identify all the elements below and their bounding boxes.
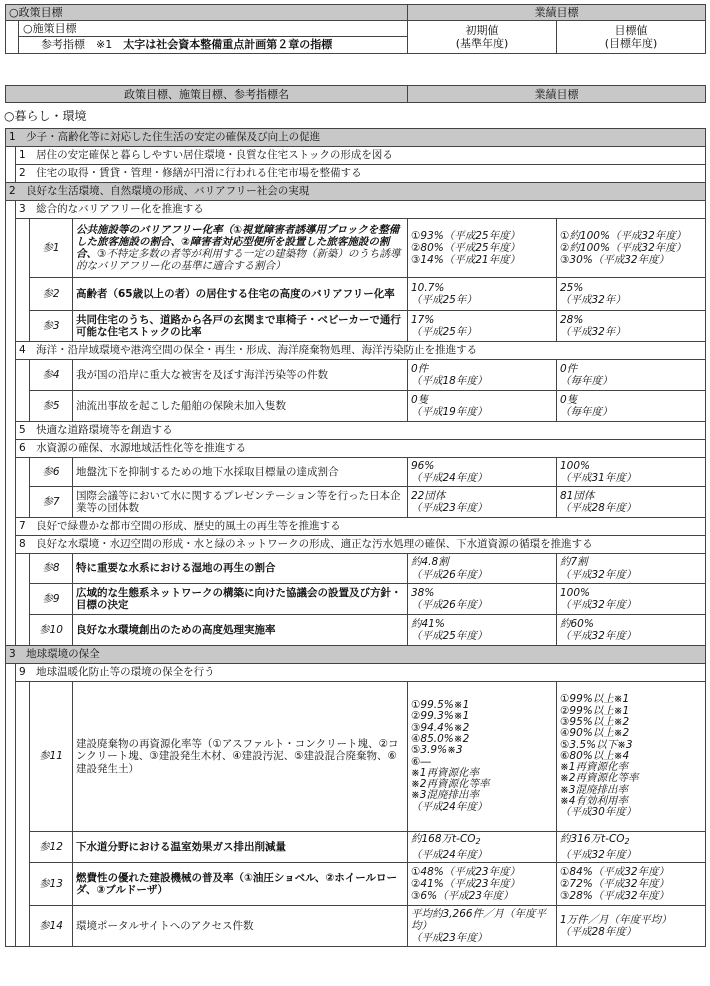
- initial-value: 96% （平成24年度）: [408, 458, 557, 487]
- measure-row: 7 良好で緑豊かな都市空間の形成、歴史的風土の再生等を推進する: [16, 518, 706, 536]
- ref-name: 良好な水環境創出のための高度処理実施率: [73, 615, 408, 646]
- table-row: [6, 615, 706, 646]
- measure-row: 1 居住の安定確保と暮らしやすい居住環境・良質な住宅ストックの形成を図る: [16, 147, 706, 165]
- initial-value: 0隻 （平成19年度）: [408, 391, 557, 422]
- ref-name: 油流出事故を起こした船舶の保険未加入隻数: [73, 391, 408, 422]
- ref-name: 環境ポータルサイトへのアクセス件数: [73, 906, 408, 947]
- table-row: [6, 487, 706, 518]
- measure-row: 4 海洋・沿岸域環境や港湾空間の保全・再生・形成、海洋廃棄物処理、海洋汚染防止を推進する: [16, 342, 706, 360]
- target-value: 約60% （平成32年度）: [557, 615, 706, 646]
- ref-name: 広域的な生態系ネットワークの構築に向けた協議会の設置及び方針・目標の決定: [73, 584, 408, 615]
- initial-value: 38% （平成26年度）: [408, 584, 557, 615]
- legend-table: [5, 4, 706, 54]
- ref-name: 我が国の沿岸に重大な被害を及ぼす海洋汚染等の件数: [73, 360, 408, 391]
- measure-row: 8 良好な水環境・水辺空間の形成・水と緑のネットワークの形成、適正な汚水処理の確保、下水道資源の循環を推進する: [16, 536, 706, 554]
- policy-row: 2 良好な生活環境、自然環境の形成、バリアフリー社会の実現: [6, 183, 706, 201]
- ref-number: 参3: [30, 311, 73, 342]
- ref-number: 参5: [30, 391, 73, 422]
- ref-number: 参6: [30, 458, 73, 487]
- ref-name: 高齢者（65歳以上の者）の居住する住宅の高度のバリアフリー化率: [73, 278, 408, 311]
- target-value: 0隻 （毎年度）: [557, 391, 706, 422]
- table-row: [6, 360, 706, 391]
- initial-value: 約41% （平成25年度）: [408, 615, 557, 646]
- table-row: [6, 458, 706, 487]
- target-value: 約316万$t-CO_2$ （平成32年度）: [557, 832, 706, 863]
- ref-number: 参2: [30, 278, 73, 311]
- table-row: [6, 278, 706, 311]
- column-header: [5, 85, 706, 103]
- table-row: [6, 863, 706, 906]
- target-value: 0件 （毎年度）: [557, 360, 706, 391]
- policy-row: 1 少子・高齢化等に対応した住生活の安定の確保及び向上の促進: [6, 129, 706, 147]
- table-row: [6, 682, 706, 832]
- legend-performance-goal: 業績目標: [408, 5, 706, 21]
- legend-target-value: 目標値 (目標年度): [557, 21, 706, 54]
- ref-name: 国際会議等において水に関するプレゼンテーション等を行った日本企業等の団体数: [73, 487, 408, 518]
- initial-value: 約4.8割 （平成26年度）: [408, 554, 557, 584]
- ref-name: 燃費性の優れた建設機械の普及率（①油圧ショベル、②ホイールローダ、③ブルドーザ）: [73, 863, 408, 906]
- target-value: 28% （平成32年）: [557, 311, 706, 342]
- legend-reference-indicator: 参考指標 ※1 太字は社会資本整備重点計画第２章の指標: [18, 37, 407, 53]
- initial-value: 約168万$t-CO_2$ （平成24年度）: [408, 832, 557, 863]
- initial-value: ①99.5%※1 ②99.3%※1 ③94.4%※2 ④85.0%※2 ⑤3.9%※3 ⑥― ※1再資源化率 ※2再資源化等率 ※3混廃排出率 （平成24年度）: [408, 682, 557, 832]
- target-value: ①約100%（平成32年度） ②約100%（平成32年度） ③30%（平成32年度）: [557, 219, 706, 278]
- target-value: 25% （平成32年）: [557, 278, 706, 311]
- table-row: [6, 584, 706, 615]
- ref-name: 特に重要な水系における湿地の再生の割合: [73, 554, 408, 584]
- policy-row: 3 地球環境の保全: [6, 646, 706, 664]
- ref-number: 参9: [30, 584, 73, 615]
- measure-row: 5 快適な道路環境等を創造する: [16, 422, 706, 440]
- target-value: ①99%以上※1 ②99%以上※1 ③95%以上※2 ④90%以上※2 ⑤3.5%以下※3 ⑥80%以上※4 ※1再資源化率 ※2再資源化等率 ※3混廃排出率 ※4有効利用率 （平成30年度）: [557, 682, 706, 832]
- measure-row: 9 地球温暖化防止等の環境の保全を行う: [16, 664, 706, 682]
- ref-number: 参12: [30, 832, 73, 863]
- initial-value: 0件 （平成18年度）: [408, 360, 557, 391]
- measure-row: 3 総合的なバリアフリー化を推進する: [16, 201, 706, 219]
- section-title: ○暮らし・環境: [4, 109, 87, 123]
- target-value: 100% （平成32年度）: [557, 584, 706, 615]
- ref-name: 下水道分野における温室効果ガス排出削減量: [73, 832, 408, 863]
- measure-row: 6 水資源の確保、水源地域活性化等を推進する: [16, 440, 706, 458]
- table-row: [6, 554, 706, 584]
- legend-measure-goal: ○施策目標: [18, 21, 407, 37]
- ref-number: 参4: [30, 360, 73, 391]
- target-value: 100% （平成31年度）: [557, 458, 706, 487]
- table-row: [6, 832, 706, 863]
- measure-row: 2 住宅の取得・賃貸・管理・修繕が円滑に行われる住宅市場を整備する: [16, 165, 706, 183]
- ref-number: 参1: [30, 219, 73, 278]
- ref-name: 公共施設等のバリアフリー化率（①視覚障害者誘導用ブロックを整備した旅客施設の割合、②障害者対応型便所を設置した旅客施設の割合、③不特定多数の者等が利用する一定の建築物（新築）のうち誘導的なバリアフリー化の基準に適合する割合）: [73, 219, 408, 278]
- ref-number: 参14: [30, 906, 73, 947]
- target-value: 1万件／月（年度平均） （平成28年度）: [557, 906, 706, 947]
- table-row: [6, 311, 706, 342]
- initial-value: 平均約3,266件／月（年度平均） （平成23年度）: [408, 906, 557, 947]
- legend-policy-goal: ○政策目標: [6, 5, 408, 21]
- indicator-table: [5, 128, 706, 947]
- target-value: ①84%（平成32年度） ②72%（平成32年度） ③28%（平成32年度）: [557, 863, 706, 906]
- ref-name: 共同住宅のうち、道路から各戸の玄関まで車椅子・ベビーカーで通行可能な住宅ストックの比率: [73, 311, 408, 342]
- ref-number: 参7: [30, 487, 73, 518]
- initial-value: 10.7% （平成25年）: [408, 278, 557, 311]
- initial-value: ①93%（平成25年度） ②80%（平成25年度） ③14%（平成21年度）: [408, 219, 557, 278]
- legend-initial-value: 初期値 (基準年度): [408, 21, 557, 54]
- target-value: 81団体 （平成28年度）: [557, 487, 706, 518]
- table-row: [6, 219, 706, 278]
- ref-number: 参10: [30, 615, 73, 646]
- initial-value: ①48%（平成23年度） ②41%（平成23年度） ③6%（平成23年度）: [408, 863, 557, 906]
- ref-number: 参8: [30, 554, 73, 584]
- ref-number: 参13: [30, 863, 73, 906]
- ref-number: 参11: [30, 682, 73, 832]
- target-value: 約7割 （平成32年度）: [557, 554, 706, 584]
- initial-value: 22団体 （平成23年度）: [408, 487, 557, 518]
- header-left: 政策目標、施策目標、参考指標名: [6, 86, 408, 103]
- ref-name: 地盤沈下を抑制するための地下水採取目標量の達成割合: [73, 458, 408, 487]
- table-row: [6, 391, 706, 422]
- header-right: 業績目標: [408, 86, 706, 103]
- initial-value: 17% （平成25年）: [408, 311, 557, 342]
- table-row: [6, 906, 706, 947]
- ref-name: 建設廃棄物の再資源化率等（①アスファルト・コンクリート塊、②コンクリート塊、③建設発生木材、④建設汚泥、⑤建設混合廃棄物、⑥建設発生土）: [73, 682, 408, 832]
